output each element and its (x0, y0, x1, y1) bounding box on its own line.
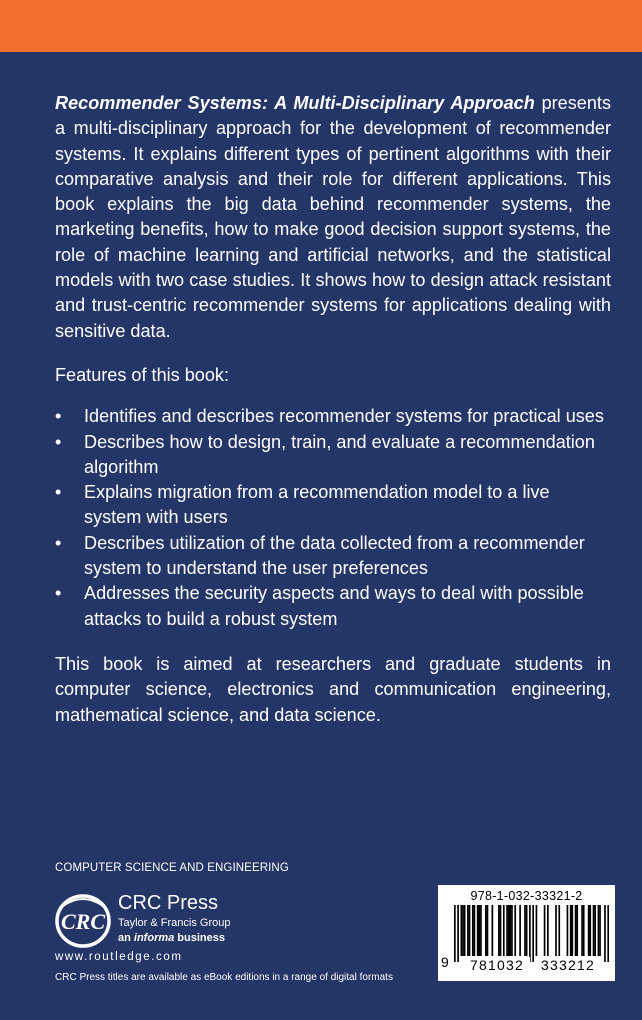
barcode-bar (526, 905, 528, 956)
barcode-bar (492, 905, 494, 956)
bullet-icon: • (55, 406, 62, 427)
bullet-icon: • (55, 532, 62, 553)
publisher-informa (118, 932, 225, 944)
feature-item (55, 430, 611, 481)
barcode-bar (524, 905, 526, 956)
barcode-bar (509, 905, 511, 956)
feature-list (55, 404, 611, 632)
description-block (55, 91, 611, 728)
crc-logo-text: CRC (60, 909, 106, 934)
feature-item (55, 480, 611, 531)
barcode-bar (454, 905, 456, 962)
barcode-bar (544, 905, 546, 956)
bullet-icon: • (55, 482, 62, 503)
barcode-bar (500, 905, 502, 956)
barcode-bar (599, 905, 601, 956)
isbn-barcode (438, 885, 615, 981)
barcode-bar (461, 905, 463, 956)
barcode-bar (485, 905, 487, 956)
barcode-bar (477, 905, 479, 956)
barcode-bar (464, 905, 466, 956)
barcode-bar (567, 905, 569, 956)
feature-text: Identifies and describes recommender systems for practical uses (84, 406, 604, 427)
barcode-bar (555, 905, 557, 956)
barcode-bar (583, 905, 585, 956)
barcode-bar (503, 905, 505, 956)
isbn-text: 978-1-032-33321-2 (470, 889, 583, 903)
barcode-bar (478, 905, 480, 956)
barcode-bar (558, 905, 560, 956)
top-orange-band (0, 0, 642, 52)
barcode-bar (467, 905, 469, 956)
informa-word: informa (133, 932, 175, 944)
barcode-bar (472, 905, 474, 956)
barcode-bar (532, 905, 534, 962)
informa-prefix: an (118, 932, 134, 944)
publisher-name: CRC Press (118, 892, 219, 914)
bullet-icon: • (55, 431, 62, 452)
intro-paragraph (55, 91, 611, 344)
bullet-icon: • (55, 583, 62, 604)
intro-text: presents a multi-disciplinary approach for the development of recommender systems. It explains different types of pertinent algorithms with their comparative analysis and their role for different applications. This book explains the big data behind recommender systems, the marketing benefits, how to make good decision support systems, the role of machine learning and artificial networks, and the statistical models with two case studies. It shows how to design attack resistant and trust-centric recommender systems for applications dealing with sensitive data. (55, 93, 611, 341)
barcode-bar (529, 905, 531, 962)
barcode-bar (576, 905, 578, 956)
ebook-note: CRC Press titles are available as eBook editions in a range of digital formats (55, 972, 393, 983)
barcode-bar (589, 905, 591, 956)
crc-logo-icon (55, 894, 111, 948)
website-url: www.routledge.com (55, 951, 183, 963)
barcode-bar (519, 905, 521, 956)
barcode-bar (588, 905, 590, 956)
barcode-bar (536, 905, 538, 956)
feature-text: Describes utilization of the data collected from a recommender system to understand the user preferences (84, 532, 585, 579)
barcode-bar (570, 905, 572, 956)
barcode-bar (594, 905, 596, 956)
feature-item (55, 531, 611, 582)
barcode-bars (454, 905, 609, 962)
barcode-bar (480, 905, 482, 956)
barcode-bar (469, 905, 471, 956)
barcode-bar (508, 905, 510, 956)
feature-item (55, 581, 611, 632)
barcode-bar (547, 905, 549, 956)
barcode-bar (604, 905, 606, 962)
feature-item (55, 404, 611, 429)
barcode-bar (571, 905, 573, 956)
barcode-bar (462, 905, 464, 956)
informa-suffix: business (174, 932, 225, 944)
feature-text: Describes how to design, train, and evaluate a recommendation algorithm (84, 431, 595, 477)
barcode-bar (498, 905, 500, 956)
barcode-bar (598, 905, 600, 956)
book-title-italic: Recommender Systems: A Multi-Disciplinary Approach (55, 93, 535, 113)
barcode-bar (575, 905, 577, 956)
isbn-digits-group2: 333212 (535, 957, 601, 973)
feature-text: Explains migration from a recommendation model to a live system with users (84, 482, 550, 528)
barcode-bar (457, 905, 459, 962)
audience-paragraph: This book is aimed at researchers and graduate students in computer science, electronics and communication engineering, mathematical science, and data science. (55, 653, 611, 725)
subject-category: COMPUTER SCIENCE AND ENGINEERING (55, 862, 289, 874)
publisher-logo (55, 890, 275, 950)
isbn-digit-lead: 9 (441, 954, 449, 970)
features-heading: Features of this book: (55, 364, 229, 385)
barcode-bar (607, 905, 609, 962)
barcode-bar (514, 905, 516, 956)
barcode-bar (474, 905, 476, 956)
publisher-group: Taylor & Francis Group (118, 917, 231, 929)
barcode-bar (581, 905, 583, 956)
isbn-digits-group1: 781032 (464, 957, 530, 973)
barcode-bar (506, 905, 508, 956)
barcode-bar (511, 905, 513, 956)
feature-text: Addresses the security aspects and ways to deal with possible attacks to build a robust system (84, 583, 584, 629)
barcode-bar (593, 905, 595, 956)
barcode-bar (487, 905, 489, 956)
